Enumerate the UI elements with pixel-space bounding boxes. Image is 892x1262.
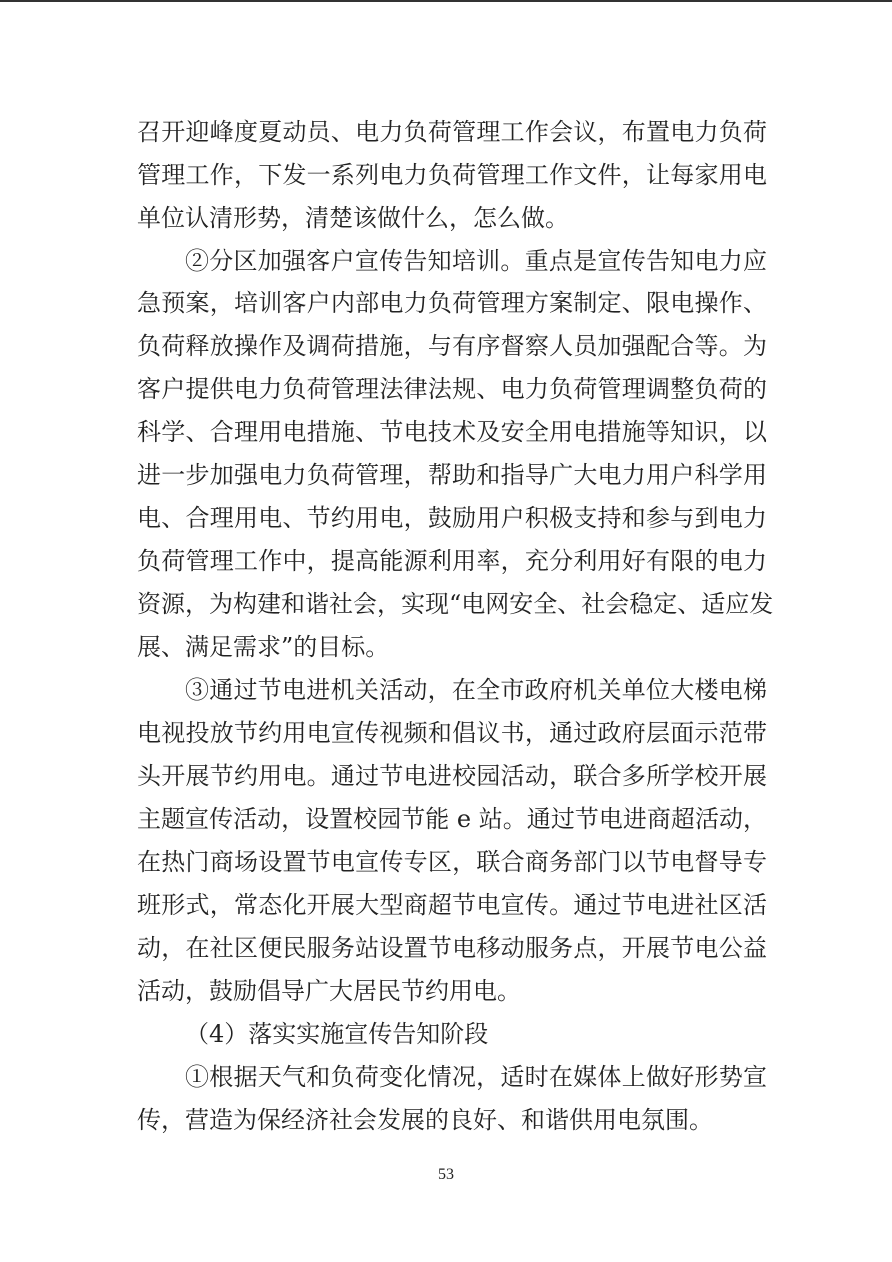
text-line: 负荷释放操作及调荷措施，与有序督察人员加强配合等。为: [137, 332, 767, 360]
text-line: 科学、合理用电措施、节电技术及安全用电措施等知识，以: [137, 418, 767, 446]
paragraph-2-first-line: ②分区加强客户宣传告知培训。重点是宣传告知电力应: [185, 247, 767, 275]
text-line: 主题宣传活动，设置校园节能 e 站。通过节电进商超活动，: [137, 805, 767, 833]
text-line: 电视投放节约用电宣传视频和倡议书，通过政府层面示范带: [137, 719, 767, 747]
text-line: 在热门商场设置节电宣传专区，联合商务部门以节电督导专: [137, 848, 767, 876]
text-line: 急预案，培训客户内部电力负荷管理方案制定、限电操作、: [137, 289, 767, 317]
top-border-line: [0, 0, 892, 2]
text-line: 客户提供电力负荷管理法律法规、电力负荷管理调整负荷的: [137, 375, 767, 403]
paragraph-3-first-line: ③通过节电进机关活动，在全市政府机关单位大楼电梯: [185, 676, 767, 704]
paragraph-5-first-line: ①根据天气和负荷变化情况，适时在媒体上做好形势宣: [185, 1063, 767, 1091]
text-line: 召开迎峰度夏动员、电力负荷管理工作会议，布置电力负荷: [137, 118, 767, 146]
text-line: 单位认清形势，清楚该做什么，怎么做。: [137, 204, 569, 232]
text-line: 电、合理用电、节约用电，鼓励用户积极支持和参与到电力: [137, 504, 767, 532]
text-line: 管理工作，下发一系列电力负荷管理工作文件，让每家用电: [137, 161, 767, 189]
text-line: 进一步加强电力负荷管理，帮助和指导广大电力用户科学用: [137, 461, 767, 489]
text-line: 负荷管理工作中，提高能源利用率，充分利用好有限的电力: [137, 547, 767, 575]
text-line: 资源，为构建和谐社会，实现“电网安全、社会稳定、适应发: [137, 590, 774, 618]
text-line: 动，在社区便民服务站设置节电移动服务点，开展节电公益: [137, 934, 767, 962]
text-line: 班形式，常态化开展大型商超节电宣传。通过节电进社区活: [137, 891, 767, 919]
page-number: 53: [438, 1166, 454, 1183]
text-line: 传，营造为保经济社会发展的良好、和谐供用电氛围。: [137, 1106, 713, 1134]
text-line: 活动，鼓励倡导广大居民节约用电。: [137, 977, 521, 1005]
section-heading: （4）落实实施宣传告知阶段: [185, 1020, 489, 1048]
text-line: 展、满足需求”的目标。: [137, 633, 390, 661]
text-line: 头开展节约用电。通过节电进校园活动，联合多所学校开展: [137, 762, 767, 790]
